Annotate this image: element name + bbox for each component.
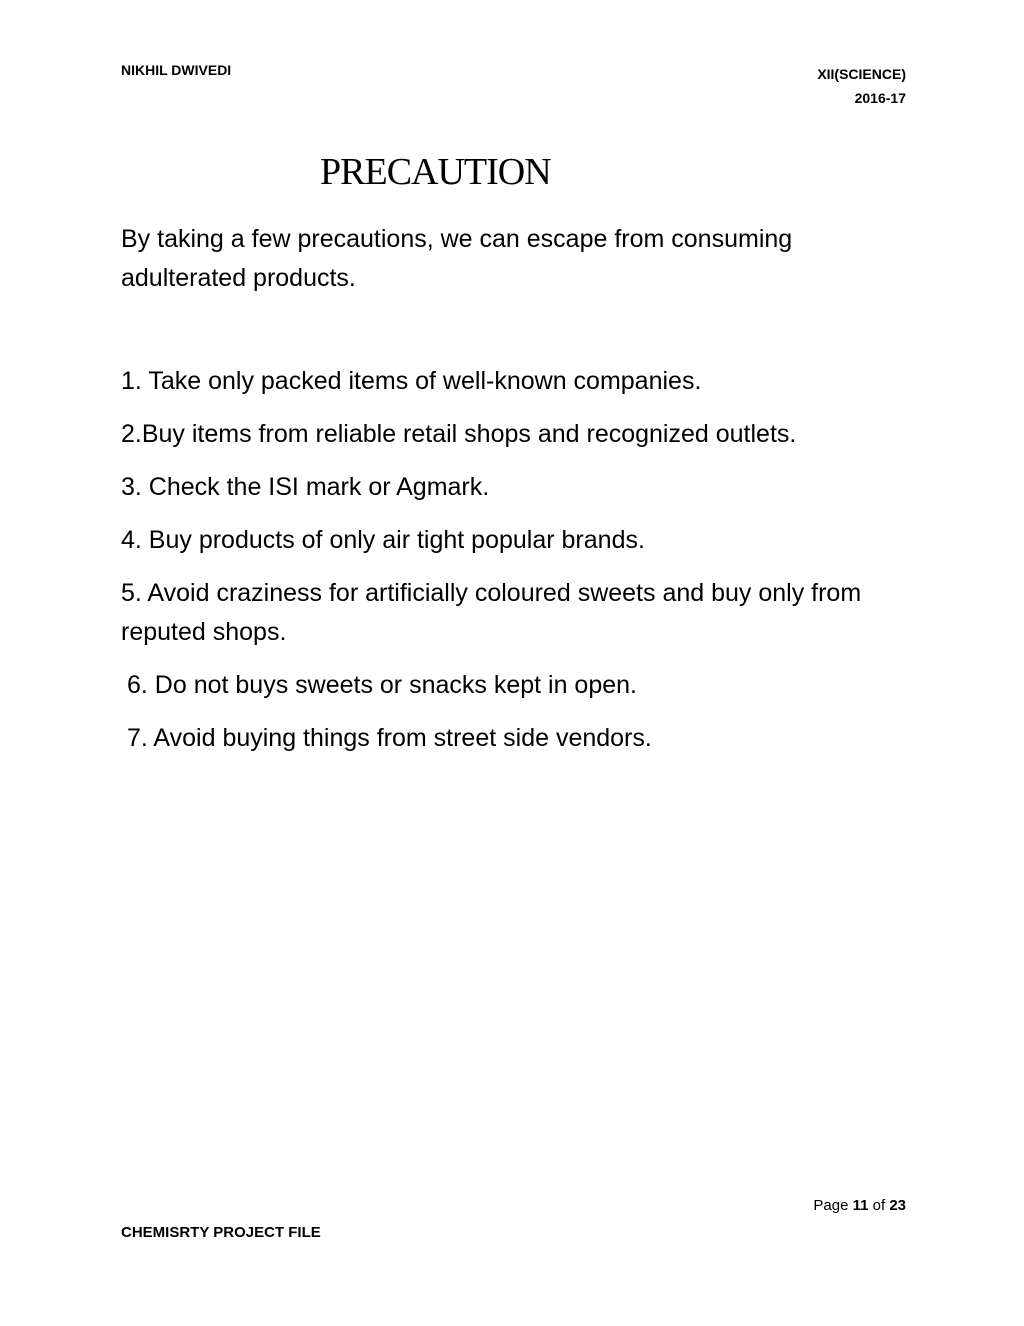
list-item: 5. Avoid craziness for artificially coloured sweets and buy only from reputed shops. [121,579,862,646]
list-item: 6. Do not buys sweets or snacks kept in open. [127,671,637,699]
page-prefix: Page [813,1197,849,1214]
header-year: 2016-17 [854,90,906,106]
header-class-year [817,62,906,110]
header-author: NIKHIL DWIVEDI [121,62,232,78]
list-item: 3. Check the ISI mark or Agmark. [121,473,490,501]
list-item: 2.Buy items from reliable retail shops and recognized outlets. [121,420,797,448]
page-of: of [872,1197,886,1214]
precaution-list [121,362,911,758]
page-number [813,1197,906,1214]
intro-paragraph: By taking a few precautions, we can escape from consuming adulterated products. [121,225,793,292]
list-item: 1. Take only packed items of well-known companies. [121,367,702,395]
footer-project-title: CHEMISRTY PROJECT FILE [121,1224,321,1241]
page-title: PRECAUTION [320,151,551,193]
list-item: 7. Avoid buying things from street side vendors. [127,724,652,752]
header-class: XII(SCIENCE) [817,66,906,82]
document-body [121,220,911,772]
page-current: 11 [852,1197,869,1214]
list-item: 4. Buy products of only air tight popular brands. [121,526,645,554]
page-total: 23 [889,1197,906,1214]
